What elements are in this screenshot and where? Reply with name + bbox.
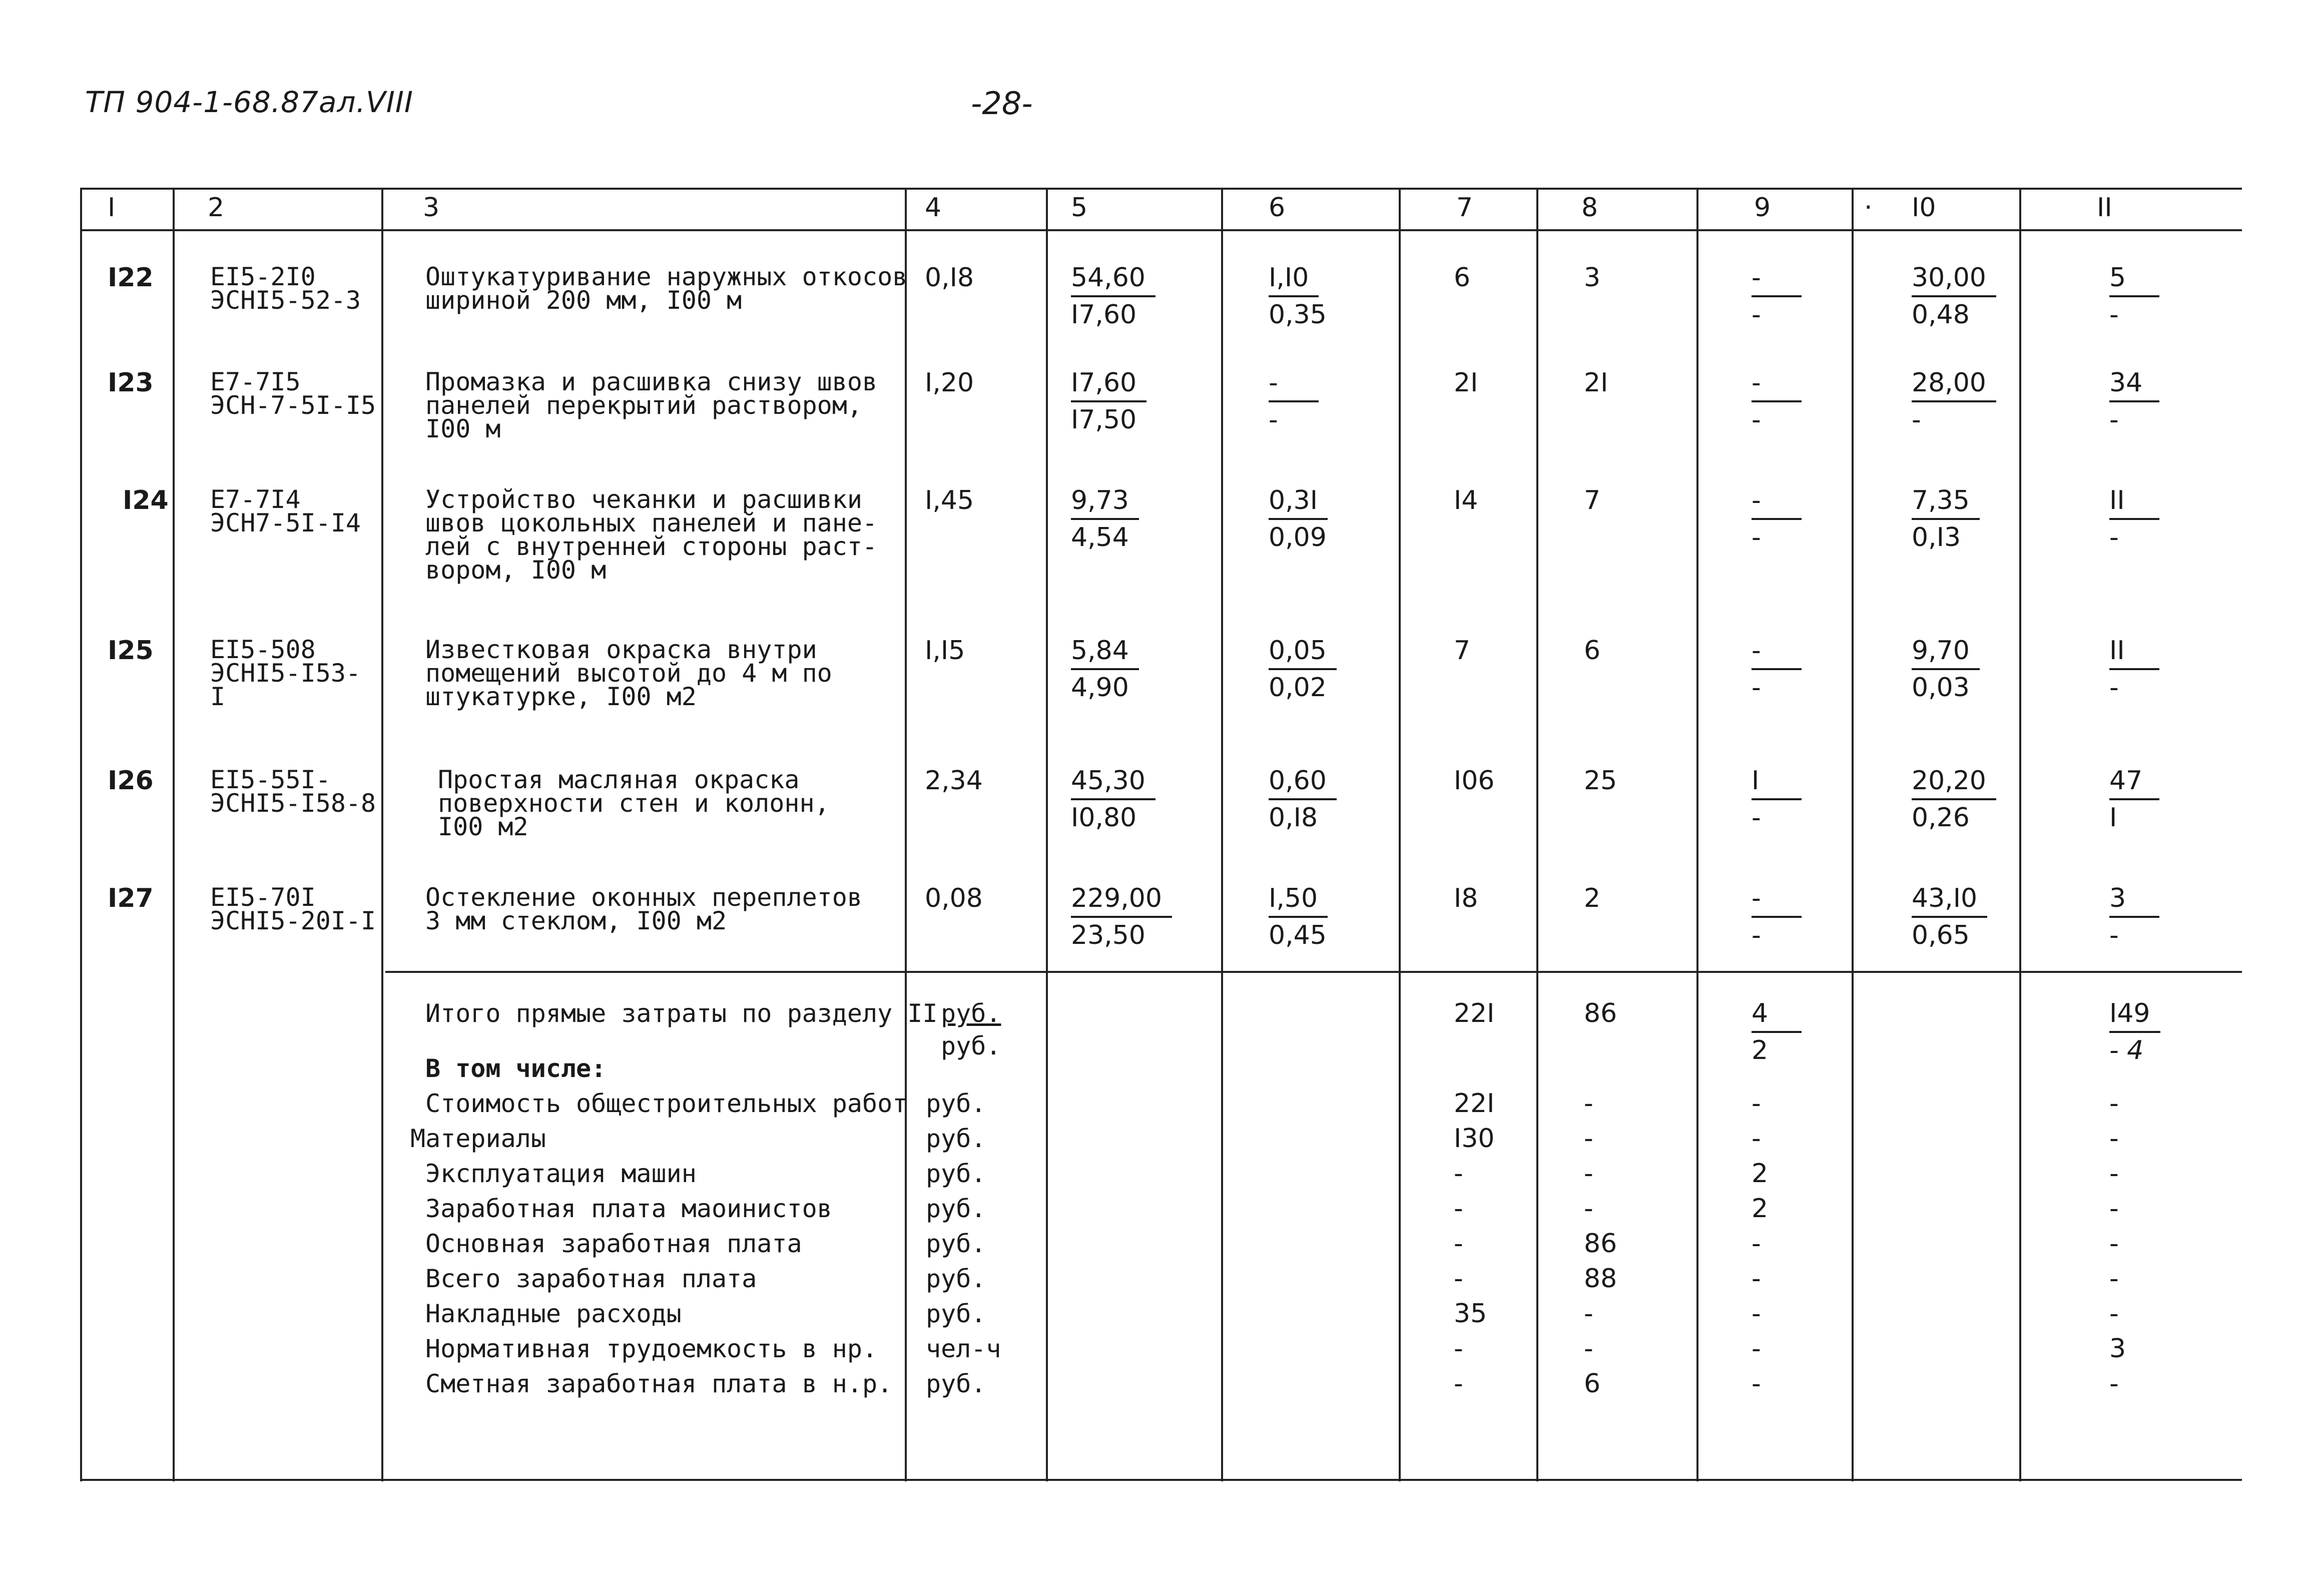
col-header-10-text: I0 [1912,193,1936,223]
row-col11: II - [2109,483,2159,555]
row-col5: 54,60 I7,60 [1071,260,1156,332]
row-code: EI5-55I- ЭCHI5-I58-8 [210,765,376,818]
row-col10: 9,70 0,03 [1912,633,1980,705]
col-border-1 [173,188,175,1481]
summary-line-c9: 2 [1752,1159,1769,1189]
summary-line-label: Стоимость общестроительных работ [425,1089,908,1118]
summary-line-c9: 2 [1752,1194,1769,1224]
row-col9: - - [1752,633,1802,705]
total-label: Итого прямые затраты по разделу II [425,999,938,1028]
row-quantity: 0,08 [925,883,983,913]
row-col10: 28,00 - [1912,365,1996,437]
summary-line-label: Эксплуатация машин [425,1159,697,1188]
col-header-9: 9 [1754,193,1771,223]
summary-line-c8: - [1584,1299,1593,1329]
summary-line-c11: - [2109,1089,2119,1119]
row-quantity: 2,34 [925,766,983,796]
summary-line-label: Заработная плата маоинистов [425,1194,832,1223]
table-bottom-border [80,1479,2242,1481]
row-col8: 6 [1584,636,1601,666]
total-unit-2: руб. [941,1031,1001,1060]
row-col11: 3 - [2109,881,2159,953]
summary-line-c9: - [1752,1124,1761,1154]
row-quantity: I,45 [925,485,974,515]
row-col7: 6 [1454,263,1471,293]
row-col7: I06 [1454,766,1495,796]
row-col6: - - [1269,365,1319,437]
row-code: E7-7I5 ЭCH-7-5I-I5 [210,367,376,420]
row-col10: 30,00 0,48 [1912,260,1996,332]
row-col8: 25 [1584,766,1617,796]
row-col9: - - [1752,260,1802,332]
row-quantity: I,I5 [925,636,965,666]
summary-line-unit: руб. [926,1369,986,1398]
table-top-border [80,188,2242,190]
col-header-4: 4 [925,193,942,223]
row-col7: 2I [1454,368,1478,398]
total-c8: 86 [1584,998,1617,1028]
summary-line-label: Всего заработная плата [425,1264,757,1293]
summary-line-c11: - [2109,1369,2119,1399]
summary-line-unit: руб. [926,1229,986,1258]
col-header-2: 2 [208,193,225,223]
total-c9: 4 2 [1752,996,1802,1068]
col-border-2 [381,188,383,1481]
summary-line-c8: - [1584,1194,1593,1224]
row-col11: II - [2109,633,2159,705]
summary-divider [385,971,2242,973]
row-code: E7-7I4 ЭCH7-5I-I4 [210,485,361,538]
summary-line-c8: - [1584,1124,1593,1154]
summary-line-c7: - [1454,1194,1463,1224]
row-description: Остекление оконных переплетов 3 мм стеклом, I00 м2 [425,883,862,935]
summary-line-unit: руб. [926,1124,986,1153]
summary-line-c11: - [2109,1299,2119,1329]
total-c11: I49 - 4 [2109,996,2160,1068]
summary-line-c7: - [1454,1229,1463,1259]
col-border-10 [2019,188,2021,1481]
row-col7: 7 [1454,636,1471,666]
summary-line-unit: руб. [926,1159,986,1188]
row-col5: 229,00 23,50 [1071,881,1172,953]
summary-line-label: Основная заработная плата [425,1229,802,1258]
col-header-6: 6 [1269,193,1286,223]
document-code: ТП 904-1-68.87ал.VIII [85,85,414,119]
row-quantity: 0,I8 [925,263,974,293]
row-number: I23 [108,368,154,398]
summary-line-c9: - [1752,1264,1761,1294]
col-border-6 [1399,188,1401,1481]
col-border-4 [1046,188,1048,1481]
summary-line-c11: - [2109,1264,2119,1294]
summary-line-c8: 6 [1584,1369,1601,1399]
summary-line-c7: 35 [1454,1299,1487,1329]
summary-line-c11: 3 [2109,1334,2126,1364]
summary-line-c8: 88 [1584,1264,1617,1294]
row-col8: 7 [1584,485,1601,515]
row-description: Промазка и расшивка снизу швов панелей перекрытий раствором, I00 м [425,367,878,443]
col-header-8: 8 [1581,193,1598,223]
row-col9: - - [1752,881,1802,953]
page-number: -28- [971,85,1033,122]
row-col11: 5 - [2109,260,2159,332]
summary-line-unit: чел-ч [926,1334,1001,1363]
row-col5: I7,60 I7,50 [1071,365,1146,437]
row-col5: 45,30 I0,80 [1071,763,1156,835]
summary-line-c7: I30 [1454,1124,1495,1154]
row-col5: 5,84 4,90 [1071,633,1139,705]
row-col8: 3 [1584,263,1601,293]
table-header-border [80,229,2242,231]
summary-line-label: Материалы [410,1124,546,1153]
row-col5: 9,73 4,54 [1071,483,1139,555]
summary-line-c7: - [1454,1369,1463,1399]
col-border-3 [905,188,907,1481]
summary-line-c9: - [1752,1229,1761,1259]
row-col9: - - [1752,483,1802,555]
row-number: I27 [108,883,154,913]
row-col8: 2 [1584,883,1601,913]
summary-line-label: Накладные расходы [425,1299,682,1328]
summary-line-c7: - [1454,1264,1463,1294]
summary-line-c9: - [1752,1299,1761,1329]
summary-line-c8: - [1584,1089,1593,1119]
col-header-7: 7 [1456,193,1473,223]
row-col6: I,50 0,45 [1269,881,1328,953]
summary-line-c7: - [1454,1159,1463,1189]
row-col8: 2I [1584,368,1608,398]
summary-line-c9: - [1752,1369,1761,1399]
summary-line-c11: - [2109,1124,2119,1154]
summary-line-c9: - [1752,1334,1761,1364]
row-code: EI5-70I ЭCHI5-20I-I [210,883,376,935]
row-number: I26 [108,766,154,796]
row-code: EI5-2I0 ЭCHI5-52-3 [210,262,361,315]
col-header-10: · [1864,193,1873,223]
summary-line-unit: руб. [926,1089,986,1118]
row-number: I24 [123,485,169,515]
row-description: Известковая окраска внутри помещений высотой до 4 м по штукатурке, I00 м2 [425,635,832,711]
summary-line-unit: руб. [926,1264,986,1293]
row-number: I25 [108,636,154,666]
row-col6: 0,05 0,02 [1269,633,1337,705]
summary-line-c11: - [2109,1194,2119,1224]
col-header-1: I [108,193,116,223]
row-col11: 47 I [2109,763,2159,835]
row-col6: I,I0 0,35 [1269,260,1327,332]
col-header-11: II [2097,193,2112,223]
total-c7: 22I [1454,998,1495,1028]
col-border-0 [80,188,82,1481]
col-border-7 [1536,188,1538,1481]
summary-line-c7: 22I [1454,1089,1495,1119]
row-col10: 20,20 0,26 [1912,763,1996,835]
col-border-8 [1696,188,1698,1481]
summary-line-unit: руб. [926,1299,986,1328]
row-quantity: I,20 [925,368,974,398]
row-col7: I8 [1454,883,1478,913]
row-col11: 34 - [2109,365,2159,437]
total-unit: руб. [941,999,1001,1028]
row-description: Простая масляная окраска поверхности стен и колонн, I00 м2 [438,765,830,841]
col-header-5: 5 [1071,193,1088,223]
row-col10: 43,I0 0,65 [1912,881,1987,953]
summary-line-label: Сметная заработная плата в н.р. [425,1369,893,1398]
row-col9: I - [1752,763,1802,835]
summary-line-c11: - [2109,1159,2119,1189]
including-label: В том числе: [425,1054,607,1083]
row-col6: 0,3I 0,09 [1269,483,1328,555]
col-header-3: 3 [423,193,440,223]
summary-line-label: Нормативная трудоемкость в нр. [425,1334,878,1363]
row-description: Устройство чеканки и расшивки швов цокольных панелей и пане- лей с внутренней стороны раст- вором, I00 м [425,485,878,585]
summary-line-c8: - [1584,1334,1593,1364]
row-col10: 7,35 0,I3 [1912,483,1980,555]
summary-line-c9: - [1752,1089,1761,1119]
row-code: EI5-508 ЭCHI5-I53- I [210,635,361,711]
row-col9: - - [1752,365,1802,437]
summary-line-c8: - [1584,1159,1593,1189]
col-border-9 [1852,188,1854,1481]
summary-line-c11: - [2109,1229,2119,1259]
summary-line-unit: руб. [926,1194,986,1223]
row-number: I22 [108,263,154,293]
col-border-5 [1221,188,1223,1481]
summary-line-c7: - [1454,1334,1463,1364]
row-col7: I4 [1454,485,1478,515]
row-col6: 0,60 0,I8 [1269,763,1337,835]
summary-line-c8: 86 [1584,1229,1617,1259]
row-description: Оштукатуривание наружных откосов шириной 200 мм, I00 м [425,262,908,315]
